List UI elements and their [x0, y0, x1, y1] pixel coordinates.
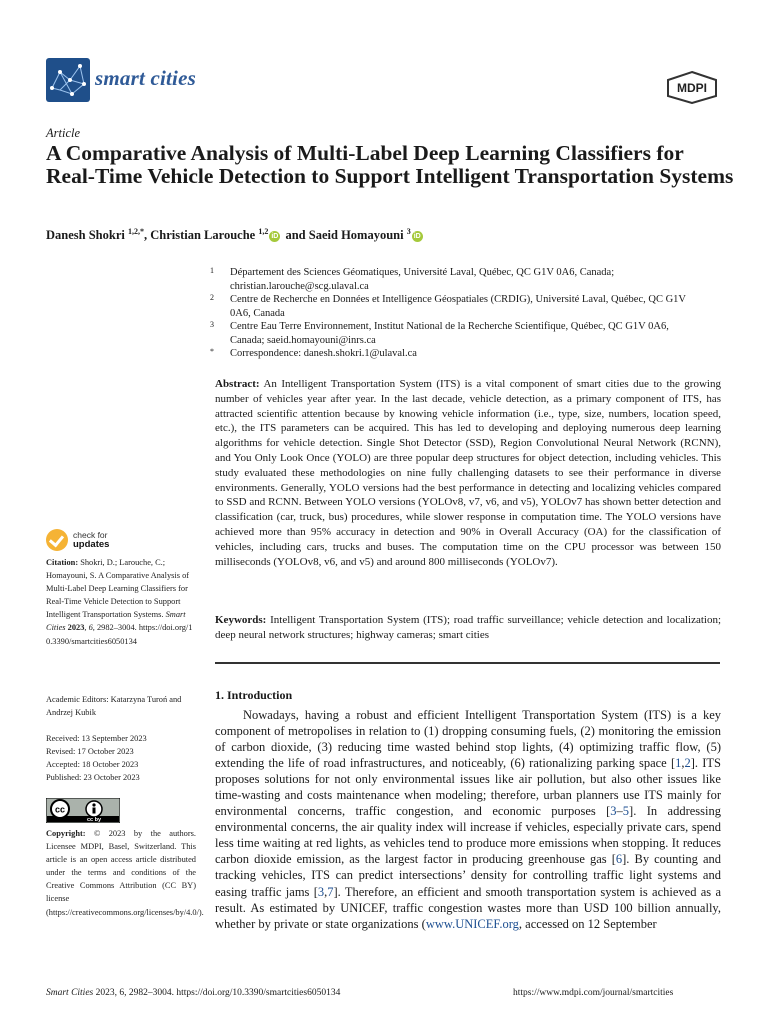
author-name[interactable]: Saeid Homayouni [308, 228, 404, 243]
intro-text-run: ]. Therefore, an efficient and smooth transportation system is achieved as a result. As estimated by UNICEF, traffic congestion wastes more than USD 100 billion annually, whether by private or state organizations ( [215, 884, 721, 931]
date-published: Published: 23 October 2023 [46, 773, 140, 783]
keywords-text: Intelligent Transportation System (ITS); road traffic surveillance; vehicle detection and localization; deep neural network structures; highway cameras; smart cities [215, 614, 721, 641]
intro-text-run: – [616, 804, 623, 819]
date-revised: Revised: 17 October 2023 [46, 747, 134, 757]
citation-link[interactable]: 7 [327, 884, 334, 899]
abstract-label: Abstract: [215, 378, 260, 390]
date-received: Received: 13 September 2023 [46, 734, 147, 743]
checkmark-icon [46, 529, 68, 551]
intro-text-run: ]. In addressing environmental concerns, the air quality index will increase if vehicles, especially private cars, spend less time waiting at red lights, as vehicles tend to produce more emissions when stopping. It reduces carbon dioxide emission, as the largest factor in producing greenhouse gas [ [215, 804, 721, 867]
intro-text-run: , [681, 756, 685, 771]
mdpi-logo-text: MDPI [677, 81, 707, 95]
check-for-updates-button[interactable]: check for updates [46, 527, 126, 553]
citation-block: Citation: Shokri, D.; Larouche, C.; Homayouni, S. A Comparative Analysis of Multi-Label Deep Learning Classifiers for Real-Time Vehicle Detection to Support Intelligent Transportation Systems. Smart Cities 2023, 6, 2982–3004. https://doi.org/10.3390/smartcities6050134 [46, 558, 193, 646]
footer-journal-url[interactable]: https://www.mdpi.com/journal/smartcities [513, 988, 674, 998]
footer-citation: Smart Cities 2023, 6, 2982–3004. https://doi.org/10.3390/smartcities6050134 [46, 988, 341, 998]
author-affil-sup: 1,2 [258, 227, 269, 236]
affiliation-item: 1 Département des Sciences Géomatiques, Université Laval, Québec, QC G1V 0A6, Canada; christian.larouche@scg.ulaval.ca [210, 266, 615, 292]
citation-link[interactable]: 3 [610, 804, 617, 819]
svg-text:cc: cc [54, 804, 66, 815]
section-heading-introduction: 1. Introduction [215, 688, 293, 702]
intro-text-run: Nowadays, having a robust and efficient Intelligent Transportation System (ITS) is a key component of metropolises in relation to (1) dropping consuming fuels, (2) monitoring the emission of carbon dioxide, (3) reducing time wasted behind stop lights, (4) optimizing traffic flow, (5) extending the life of road infrastructures, and noticeably, (6) rationalizing parking space [ [215, 708, 721, 771]
mdpi-logo [664, 70, 720, 104]
academic-editors: Academic Editors: Katarzyna Turoń and Andrzej Kubik [46, 695, 182, 718]
publication-dates [46, 732, 196, 784]
intro-text-run: ]. By counting and tracking vehicles, ITS can predict intersections’ density for controlling traffic light systems and easing traffic jams [ [215, 852, 721, 899]
intro-text-run: , [324, 884, 328, 899]
keywords [215, 613, 721, 643]
citation-link[interactable]: 2 [684, 756, 691, 771]
affiliation-item: 3 Centre Eau Terre Environnement, Institut National de la Recherche Scientifique, Québec, QC G1V 0A6, Canada; saeid.homayouni@inrs.ca [210, 320, 669, 346]
introduction-paragraph [215, 707, 721, 932]
citation-doi-link[interactable]: https://doi.org/10.3390/smartcities6050134 [46, 623, 193, 646]
journal-name: smart cities [95, 66, 196, 90]
abstract-text: An Intelligent Transportation System (ITS) is a vital component of smart cities due to the growing number of vehicles year after year. In the last decade, vehicle detection, as a primary component of ITS, has attracted scientific attention because by knowing vehicle information (i.e., type, size, numbers, location speed, etc.), the ITS parameters can be acquired. This has led to developing and deploying numerous deep learning algorithms for vehicle detection. Single Shot Detector (SSD), Region Convolutional Neural Network (RCNN), and You Only Look Once (YOLO) are three popular deep structures for object detection, including vehicles. This study evaluated these methodologies on nine fully challenging datasets to see their performance in diverse environments. Generally, YOLO versions had the best performance in detecting and localizing vehicles compared to SSD and RCNN. Between YOLO versions (YOLOv8, v7, v6, and v5), YOLOv7 has shown better detection and classification (car, truck, bus) procedures, while slower response in computation time. The YOLO versions have achieved more than 95% accuracy in detection and 90% in Overall Accuracy (OA) for the classification of vehicles, including cars, trucks and buses. The computation time on the CPU processor was between 150 milliseconds (YOLOv8, v6, and v5) and around 800 milliseconds (YOLOv7). [215, 378, 721, 568]
author-list: Danesh Shokri $^{1,2,*}$, Christian Larouche $^{1,2}$iD and Saeid Homayouni $^3$iD [46, 227, 421, 243]
author-name[interactable]: Christian Larouche [150, 228, 256, 243]
author-affil-sup: 3 [406, 227, 411, 236]
article-type: Article [46, 126, 81, 140]
section-divider [215, 662, 720, 664]
article-title: A Comparative Analysis of Multi-Label Deep Learning Classifiers for Real-Time Vehicle Detection to Support Intelligent Transportation Systems [46, 141, 734, 188]
correspondence: * Correspondence: danesh.shokri.1@ulaval.ca [210, 347, 417, 359]
cc-badge-text: cc by [86, 817, 102, 823]
intro-text-run: ]. ITS proposes solutions for not only environmental issues like air pollution, but also other issues like time-wasting and costs maintenance when modeling; therefore, urban planners use ITS mainly for environmental concerns, traffic congestion, and economic purposes [ [215, 756, 721, 819]
abstract [215, 377, 721, 569]
citation-link[interactable]: 6 [615, 852, 623, 867]
author-affil-sup: 1,2,* [127, 227, 144, 236]
journal-logo-icon [46, 58, 90, 102]
orcid-icon[interactable]: iD [413, 233, 421, 241]
copyright-notice: Copyright: © 2023 by the authors. Licensee MDPI, Basel, Switzerland. This article is an open access article distributed under the terms and conditions of the Creative Commons Attribution (CC BY) license (https://creativecommons.org/licenses/by/4.0/). [46, 829, 204, 917]
affiliations [210, 266, 690, 361]
keywords-label: Keywords: [215, 614, 267, 626]
citation-link[interactable]: 1 [675, 756, 682, 771]
date-accepted: Accepted: 18 October 2023 [46, 760, 139, 770]
orcid-icon[interactable]: iD [271, 233, 279, 241]
cc-by-license-icon[interactable] [46, 798, 120, 823]
citation-link[interactable]: 5 [622, 804, 630, 819]
author-name[interactable]: Danesh Shokri [46, 228, 125, 243]
citation-link[interactable]: 3 [317, 884, 325, 899]
intro-text-run: , accessed on 12 September [518, 916, 657, 931]
external-link[interactable]: www.UNICEF.org [425, 916, 519, 931]
affiliation-item: 2 Centre de Recherche en Données et Intelligence Géospatiales (CRDIG), Université Laval, Québec, QC G1V 0A6, Canada [210, 293, 686, 319]
